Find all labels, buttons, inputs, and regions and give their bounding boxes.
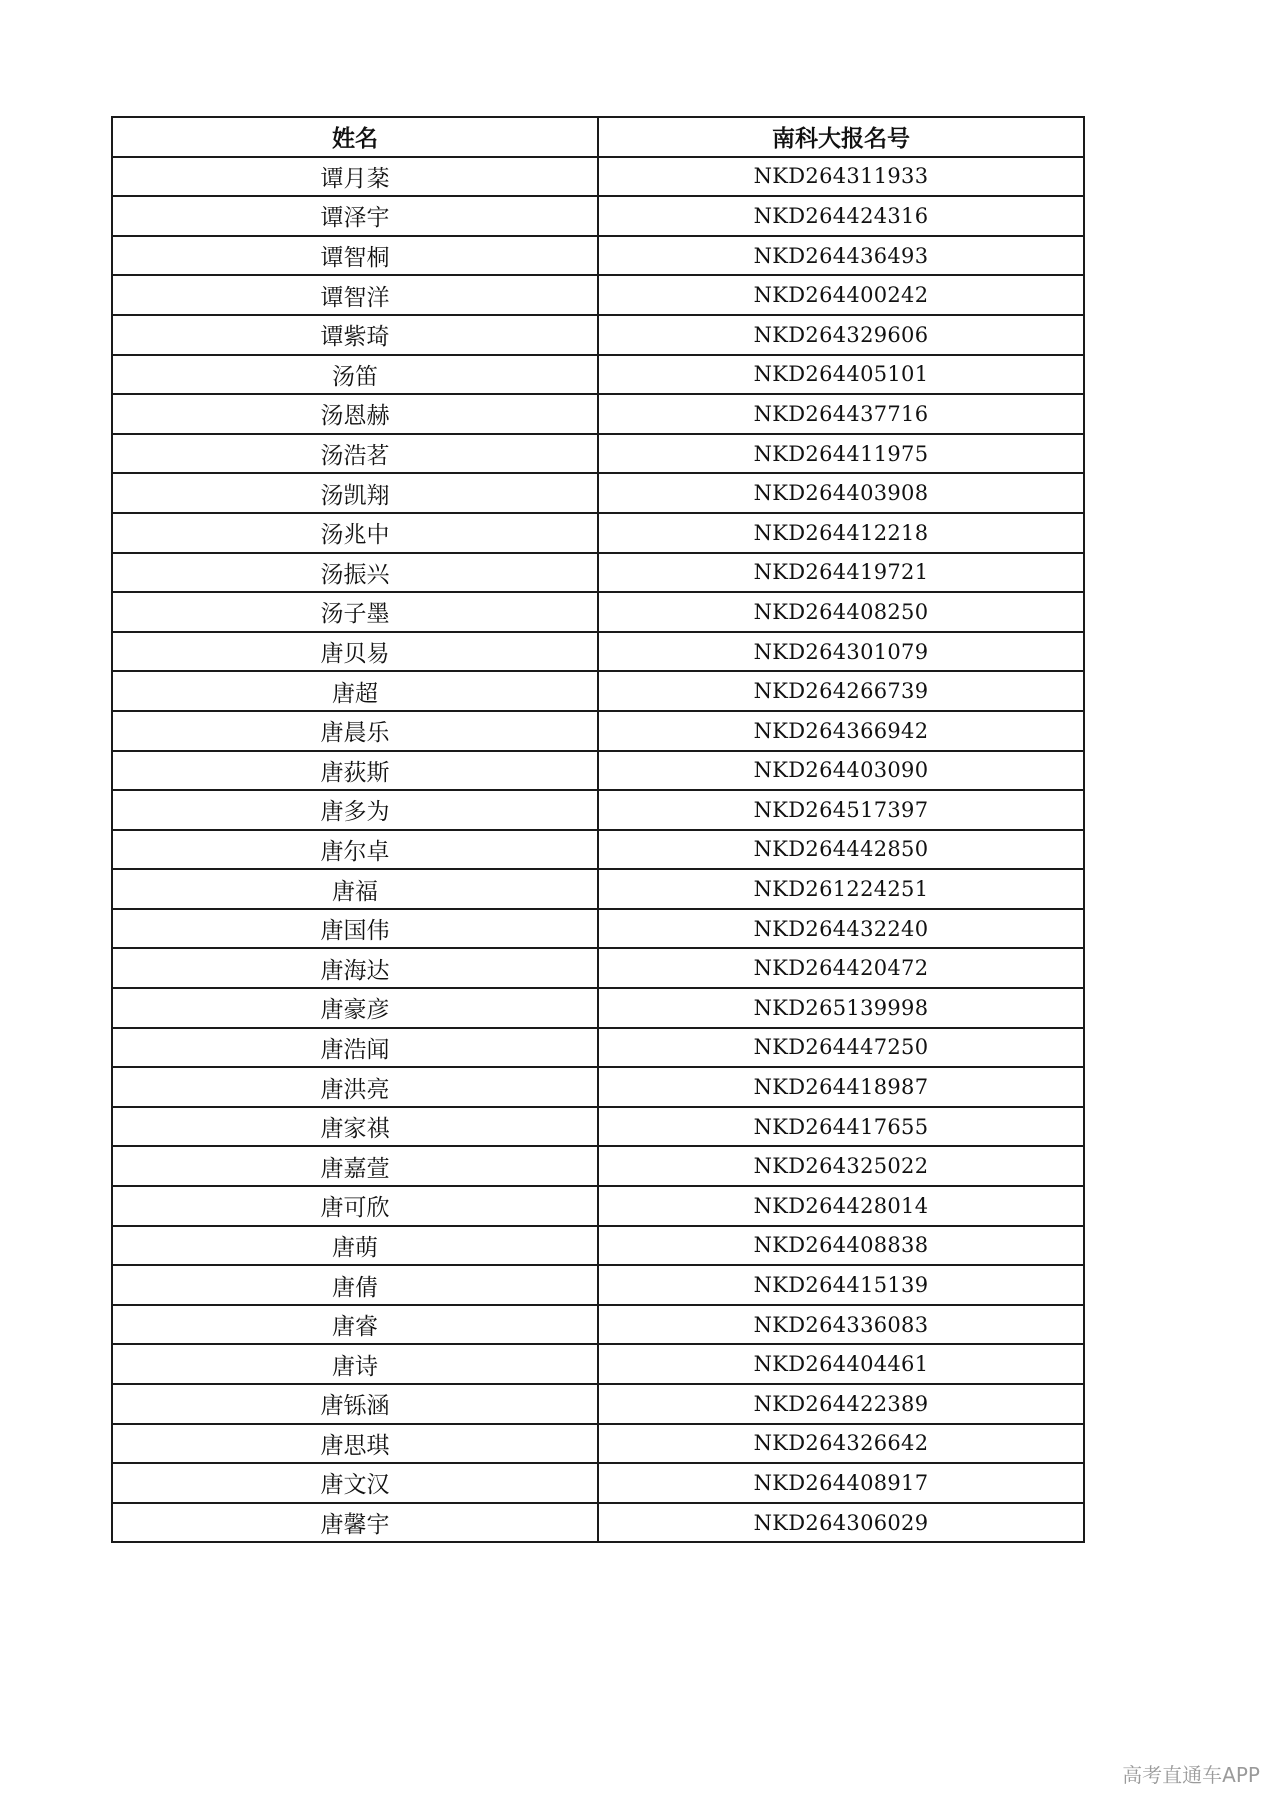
name-cell: 唐国伟 xyxy=(112,909,598,949)
name-cell: 唐嘉萱 xyxy=(112,1146,598,1186)
table-row xyxy=(112,751,1084,791)
header-row xyxy=(112,117,1084,157)
table-row xyxy=(112,157,1084,197)
name-cell: 唐豪彦 xyxy=(112,988,598,1028)
table-row xyxy=(112,315,1084,355)
registration-id-cell: NKD264266739 xyxy=(598,671,1084,711)
table-row xyxy=(112,513,1084,553)
name-cell: 唐多为 xyxy=(112,790,598,830)
name-cell: 唐萌 xyxy=(112,1226,598,1266)
id-column-header: 南科大报名号 xyxy=(598,117,1084,157)
registration-id-cell: NKD264403908 xyxy=(598,473,1084,513)
registration-id-cell: NKD264442850 xyxy=(598,830,1084,870)
table-row xyxy=(112,909,1084,949)
registration-id-cell: NKD264428014 xyxy=(598,1186,1084,1226)
table-row xyxy=(112,1186,1084,1226)
registration-id-cell: NKD264301079 xyxy=(598,632,1084,672)
name-cell: 唐尔卓 xyxy=(112,830,598,870)
name-cell: 唐福 xyxy=(112,869,598,909)
table-row xyxy=(112,1067,1084,1107)
table-row xyxy=(112,1424,1084,1464)
table-row xyxy=(112,711,1084,751)
table-row xyxy=(112,434,1084,474)
name-cell: 谭智桐 xyxy=(112,236,598,276)
registration-id-cell: NKD264311933 xyxy=(598,157,1084,197)
name-cell: 唐晨乐 xyxy=(112,711,598,751)
table-row xyxy=(112,553,1084,593)
name-cell: 唐荻斯 xyxy=(112,751,598,791)
table-row xyxy=(112,1107,1084,1147)
registration-id-cell: NKD265139998 xyxy=(598,988,1084,1028)
name-cell: 汤恩赫 xyxy=(112,394,598,434)
watermark-text: 高考直通车APP xyxy=(1122,1763,1260,1787)
roster-sheet xyxy=(111,116,1083,1543)
registration-id-cell: NKD261224251 xyxy=(598,869,1084,909)
table-row xyxy=(112,671,1084,711)
name-cell: 唐睿 xyxy=(112,1305,598,1345)
name-cell: 汤振兴 xyxy=(112,553,598,593)
registration-id-cell: NKD264419721 xyxy=(598,553,1084,593)
registration-id-cell: NKD264422389 xyxy=(598,1384,1084,1424)
registration-id-cell: NKD264408250 xyxy=(598,592,1084,632)
table-row xyxy=(112,790,1084,830)
table-row xyxy=(112,948,1084,988)
table-row xyxy=(112,196,1084,236)
name-cell: 唐贝易 xyxy=(112,632,598,672)
registration-id-cell: NKD264517397 xyxy=(598,790,1084,830)
registration-id-cell: NKD264424316 xyxy=(598,196,1084,236)
name-cell: 唐可欣 xyxy=(112,1186,598,1226)
table-row xyxy=(112,869,1084,909)
name-cell: 唐铄涵 xyxy=(112,1384,598,1424)
name-cell: 汤笛 xyxy=(112,355,598,395)
registration-id-cell: NKD264420472 xyxy=(598,948,1084,988)
table-row xyxy=(112,988,1084,1028)
name-cell: 唐思琪 xyxy=(112,1424,598,1464)
table-row xyxy=(112,394,1084,434)
table-row xyxy=(112,1305,1084,1345)
table-row xyxy=(112,1463,1084,1503)
table-row xyxy=(112,632,1084,672)
registration-id-cell: NKD264417655 xyxy=(598,1107,1084,1147)
registration-id-cell: NKD264432240 xyxy=(598,909,1084,949)
registration-id-cell: NKD264329606 xyxy=(598,315,1084,355)
registration-id-cell: NKD264436493 xyxy=(598,236,1084,276)
name-cell: 汤子墨 xyxy=(112,592,598,632)
table-row xyxy=(112,275,1084,315)
registration-id-cell: NKD264405101 xyxy=(598,355,1084,395)
registration-id-cell: NKD264415139 xyxy=(598,1265,1084,1305)
registration-id-cell: NKD264404461 xyxy=(598,1344,1084,1384)
name-cell: 汤浩茗 xyxy=(112,434,598,474)
table-row xyxy=(112,1344,1084,1384)
name-cell: 唐超 xyxy=(112,671,598,711)
table-row xyxy=(112,1146,1084,1186)
name-cell: 唐倩 xyxy=(112,1265,598,1305)
table-row xyxy=(112,1028,1084,1068)
registration-id-cell: NKD264437716 xyxy=(598,394,1084,434)
registration-id-cell: NKD264412218 xyxy=(598,513,1084,553)
registration-id-cell: NKD264326642 xyxy=(598,1424,1084,1464)
table-row xyxy=(112,830,1084,870)
table-row xyxy=(112,1226,1084,1266)
name-cell: 唐浩闻 xyxy=(112,1028,598,1068)
registration-id-cell: NKD264403090 xyxy=(598,751,1084,791)
table-row xyxy=(112,1503,1084,1543)
name-cell: 唐海达 xyxy=(112,948,598,988)
registration-id-cell: NKD264400242 xyxy=(598,275,1084,315)
name-cell: 汤兆中 xyxy=(112,513,598,553)
registration-id-cell: NKD264366942 xyxy=(598,711,1084,751)
name-cell: 谭泽宇 xyxy=(112,196,598,236)
registration-id-cell: NKD264408917 xyxy=(598,1463,1084,1503)
name-cell: 唐文汉 xyxy=(112,1463,598,1503)
name-cell: 唐馨宇 xyxy=(112,1503,598,1543)
name-cell: 唐洪亮 xyxy=(112,1067,598,1107)
table-row xyxy=(112,1265,1084,1305)
roster-body xyxy=(112,157,1084,1543)
name-cell: 唐家祺 xyxy=(112,1107,598,1147)
registration-id-cell: NKD264325022 xyxy=(598,1146,1084,1186)
table-row xyxy=(112,473,1084,513)
table-row xyxy=(112,355,1084,395)
table-row xyxy=(112,592,1084,632)
registration-id-cell: NKD264418987 xyxy=(598,1067,1084,1107)
name-cell: 谭智洋 xyxy=(112,275,598,315)
name-cell: 汤凯翔 xyxy=(112,473,598,513)
roster-table xyxy=(111,116,1085,1543)
registration-id-cell: NKD264306029 xyxy=(598,1503,1084,1543)
name-column-header: 姓名 xyxy=(112,117,598,157)
name-cell: 谭紫琦 xyxy=(112,315,598,355)
registration-id-cell: NKD264336083 xyxy=(598,1305,1084,1345)
table-row xyxy=(112,1384,1084,1424)
registration-id-cell: NKD264411975 xyxy=(598,434,1084,474)
name-cell: 谭月棻 xyxy=(112,157,598,197)
name-cell: 唐诗 xyxy=(112,1344,598,1384)
registration-id-cell: NKD264447250 xyxy=(598,1028,1084,1068)
registration-id-cell: NKD264408838 xyxy=(598,1226,1084,1266)
table-row xyxy=(112,236,1084,276)
